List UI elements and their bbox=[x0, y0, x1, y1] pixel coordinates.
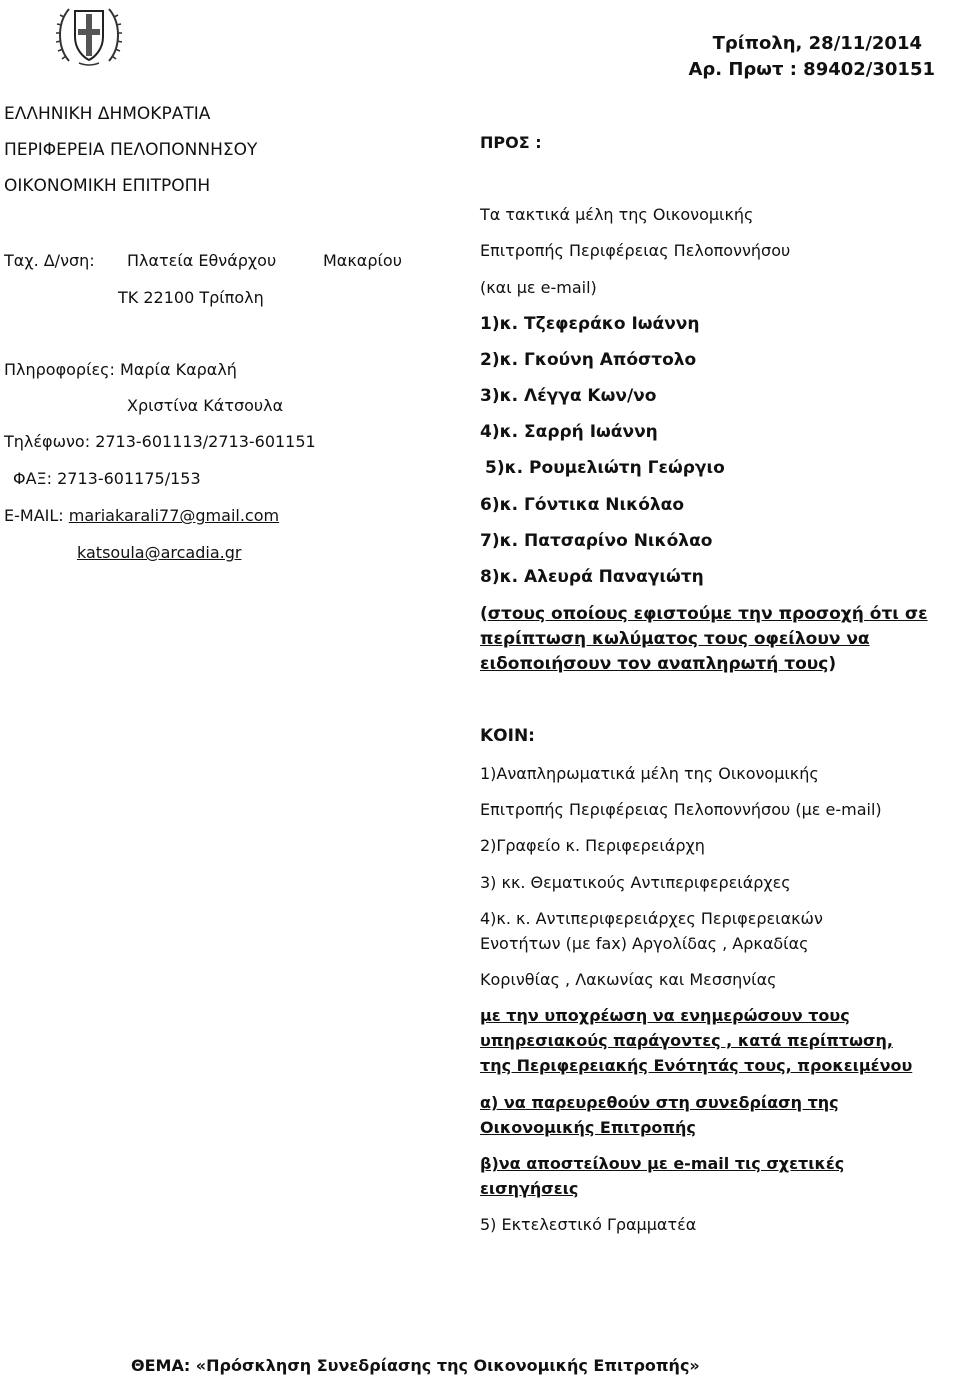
note-text-1: στους οποίους εφιστούμε την προσοχή ότι σε bbox=[487, 604, 928, 624]
duty-b-line-2: εισηγήσεις bbox=[480, 1179, 579, 1198]
sender-region: ΠΕΡΙΦΕΡΕΙΑ ΠΕΛΟΠΟΝΝΗΣΟΥ bbox=[4, 140, 258, 160]
cc-item-4a: 4)κ. κ. Αντιπεριφερειάρχες Περιφερειακών bbox=[480, 909, 823, 928]
note-line-3 bbox=[480, 654, 836, 674]
duty-a-line-1: α) να παρευρεθούν στη συνεδρίαση της bbox=[480, 1093, 839, 1112]
member-6: 6)κ. Γόντικα Νικόλαο bbox=[480, 495, 685, 515]
email-row bbox=[4, 506, 279, 525]
email-link-2[interactable]: katsoula@arcadia.gr bbox=[77, 543, 242, 562]
note-line-1 bbox=[480, 604, 928, 624]
duty-a-line-2: Οικονομικής Επιτροπής bbox=[480, 1118, 696, 1137]
member-1: 1)κ. Τζεφεράκο Ιωάννη bbox=[480, 314, 700, 334]
note-open-paren: ( bbox=[480, 604, 488, 624]
protocol-number: Αρ. Πρωτ : 89402/30151 bbox=[688, 59, 935, 80]
cc-item-4b: Ενοτήτων (με fax) Αργολίδας , Αρκαδίας bbox=[480, 934, 809, 953]
letter-date: Τρίπολη, 28/11/2014 bbox=[712, 33, 922, 54]
address-street-2: Μακαρίου bbox=[323, 251, 402, 270]
to-line-2: Επιτροπής Περιφέρειας Πελοποννήσου bbox=[480, 241, 791, 260]
cc-item-2: 2)Γραφείο κ. Περιφερειάρχη bbox=[480, 836, 705, 855]
member-8: 8)κ. Αλευρά Παναγιώτη bbox=[480, 567, 704, 587]
sender-committee: ΟΙΚΟΝΟΜΙΚΗ ΕΠΙΤΡΟΠΗ bbox=[4, 176, 211, 196]
to-line-3: (και με e-mail) bbox=[480, 278, 597, 297]
member-7: 7)κ. Πατσαρίνο Νικόλαο bbox=[480, 531, 713, 551]
cc-item-1a: 1)Αναπληρωματικά μέλη της Οικονομικής bbox=[480, 764, 819, 783]
fax-number: ΦΑΞ: 2713-601175/153 bbox=[13, 469, 201, 488]
sender-country: ΕΛΛΗΝΙΚΗ ΔΗΜΟΚΡΑΤΙΑ bbox=[4, 104, 211, 124]
cc-item-5: 5) Εκτελεστικό Γραμματέα bbox=[480, 1215, 697, 1234]
address-postal: ΤΚ 22100 Τρίπολη bbox=[118, 288, 264, 307]
note-close-paren: ) bbox=[828, 654, 837, 674]
member-4: 4)κ. Σαρρή Ιωάννη bbox=[480, 422, 658, 442]
email-link-1[interactable]: mariakarali77@gmail.com bbox=[68, 506, 280, 525]
greek-coat-of-arms-emblem bbox=[55, 3, 123, 67]
duty-line-2: υπηρεσιακούς παράγοντες , κατά περίπτωση, bbox=[480, 1031, 893, 1050]
note-line-2: περίπτωση κωλύματος τους οφείλουν να bbox=[480, 629, 870, 649]
cc-item-1b: Επιτροπής Περιφέρειας Πελοποννήσου (με e-mail) bbox=[480, 800, 882, 819]
address-street-1: Πλατεία Εθνάρχου bbox=[127, 251, 277, 270]
cc-item-4c: Κορινθίας , Λακωνίας και Μεσσηνίας bbox=[480, 970, 777, 989]
phone-number: Τηλέφωνο: 2713-601113/2713-601151 bbox=[4, 432, 316, 451]
info-contact-2: Χριστίνα Κάτσουλα bbox=[127, 396, 284, 415]
subject-line: ΘΕΜΑ: «Πρόσκληση Συνεδρίασης της Οικονομικής Επιτροπής» bbox=[131, 1356, 700, 1375]
duty-line-3: της Περιφερειακής Ενότητάς τους, προκειμένου bbox=[480, 1056, 913, 1075]
note-text-3: ειδοποιήσουν τον αναπληρωτή τους bbox=[480, 654, 829, 674]
duty-b-line-1: β)να αποστείλουν με e-mail τις σχετικές bbox=[480, 1154, 845, 1173]
duty-line-1: με την υποχρέωση να ενημερώσουν τους bbox=[480, 1006, 850, 1025]
member-2: 2)κ. Γκούνη Απόστολο bbox=[480, 350, 697, 370]
member-3: 3)κ. Λέγγα Κων/νο bbox=[480, 386, 657, 406]
to-heading: ΠΡΟΣ : bbox=[480, 133, 542, 152]
info-contact-1: Πληροφορίες: Μαρία Καραλή bbox=[4, 360, 237, 379]
cc-item-3: 3) κκ. Θεματικούς Αντιπεριφερειάρχες bbox=[480, 873, 791, 892]
member-5: 5)κ. Ρουμελιώτη Γεώργιο bbox=[485, 458, 725, 478]
to-line-1: Τα τακτικά μέλη της Οικονομικής bbox=[480, 205, 754, 224]
email-label: E-MAIL: bbox=[4, 506, 69, 525]
cc-heading: ΚΟΙΝ: bbox=[480, 726, 535, 746]
address-label: Ταχ. Δ/νση: bbox=[4, 251, 95, 270]
